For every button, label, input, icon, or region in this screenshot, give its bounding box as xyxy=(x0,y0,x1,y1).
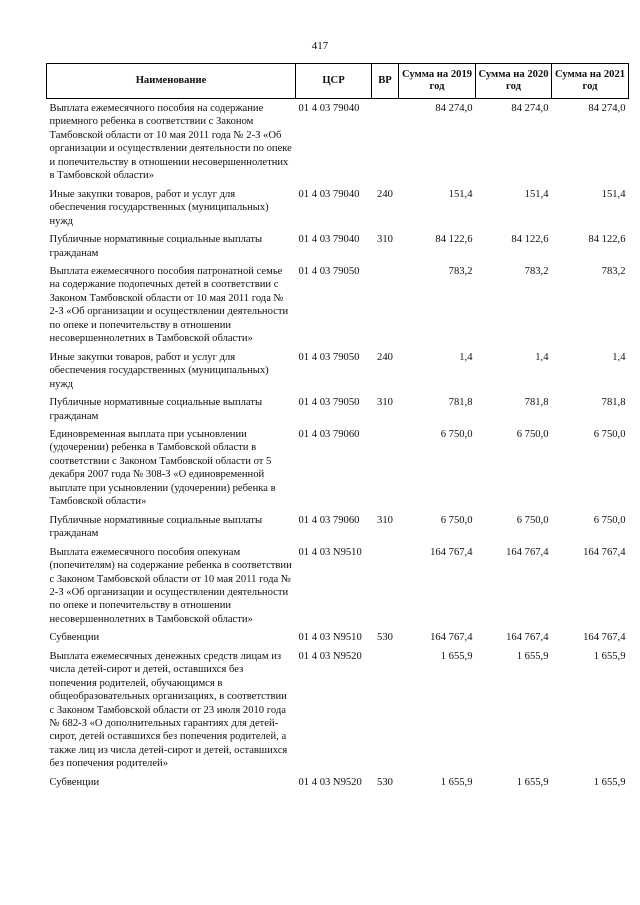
row-name: Иные закупки товаров, работ и услуг для обеспечения государственных (муниципальных) нужд xyxy=(49,188,269,227)
row-sum-2019: 6 750,0 xyxy=(440,428,473,440)
row-sum-2021: 84 274,0 xyxy=(588,103,626,114)
row-sum-2019: 1 655,9 xyxy=(440,776,473,788)
row-csr: 01 4 03 79040 xyxy=(298,188,360,200)
row-sum-2021: 164 767,4 xyxy=(583,546,626,558)
row-name: Публичные нормативные социальные выплаты гражданам xyxy=(49,234,263,259)
row-sum-2021: 164 767,4 xyxy=(583,632,626,644)
row-vr: 530 xyxy=(377,776,393,788)
row-sum-2021: 1 655,9 xyxy=(593,650,626,662)
header-sum-2020: Сумма на 2020 год xyxy=(476,64,552,99)
row-sum-2020: 84 274,0 xyxy=(511,103,549,114)
row-sum-2019: 783,2 xyxy=(448,265,473,277)
row-sum-2020: 781,8 xyxy=(524,397,549,409)
header-vr: ВР xyxy=(372,64,399,99)
row-sum-2019: 1 655,9 xyxy=(440,650,473,662)
row-name: Иные закупки товаров, работ и услуг для обеспечения государственных (муниципальных) нужд xyxy=(49,351,269,390)
row-csr: 01 4 03 N9520 xyxy=(298,650,362,662)
header-name: Наименование xyxy=(47,64,296,99)
row-sum-2019: 781,8 xyxy=(448,397,473,409)
row-vr: 240 xyxy=(377,351,393,363)
row-name: Единовременная выплата при усыновлении (удочерении) ребенка в Тамбовской области в соответствии с Законом Тамбовской области от 5 декабря 2007 года № 308-З «О единовременной выплате при усыновлении (удочерении) ребенка в Тамбовской области» xyxy=(49,428,276,508)
row-vr: 310 xyxy=(377,234,393,246)
header-sum-2021: Сумма на 2021 год xyxy=(552,64,629,99)
row-vr xyxy=(372,543,399,629)
row-name: Субвенции xyxy=(49,776,100,788)
row-sum-2019: 84 274,0 xyxy=(435,103,473,114)
row-sum-2019: 164 767,4 xyxy=(430,546,473,558)
table-row xyxy=(47,262,629,348)
row-name: Выплата ежемесячного пособия патронатной семье на содержание подопечных детей в соответствии с Законом Тамбовской области от 10 мая 2011 года № 2-З «Об организации и осуществлении деятельности по опеке и попечительству в отношении несовершеннолетних в Тамбовской области» xyxy=(49,265,289,345)
row-csr: 01 4 03 79040 xyxy=(298,103,360,114)
row-csr: 01 4 03 79050 xyxy=(298,351,360,363)
row-sum-2020: 1 655,9 xyxy=(516,650,549,662)
row-csr: 01 4 03 79040 xyxy=(298,234,360,246)
row-sum-2020: 1 655,9 xyxy=(516,776,549,788)
table-header xyxy=(47,64,629,99)
table-row xyxy=(47,628,629,646)
table-row xyxy=(47,99,629,185)
row-vr: 310 xyxy=(377,397,393,409)
table-row xyxy=(47,393,629,425)
row-sum-2021: 151,4 xyxy=(601,188,626,200)
row-sum-2020: 84 122,6 xyxy=(511,234,549,246)
row-sum-2021: 84 122,6 xyxy=(588,234,626,246)
row-sum-2020: 164 767,4 xyxy=(506,632,549,644)
row-csr: 01 4 03 N9520 xyxy=(298,776,362,788)
row-sum-2021: 1 655,9 xyxy=(593,776,626,788)
table-row xyxy=(47,511,629,543)
row-sum-2019: 6 750,0 xyxy=(440,514,473,526)
page-number: 417 xyxy=(311,40,329,52)
table-row xyxy=(47,647,629,773)
table-row xyxy=(47,425,629,511)
row-sum-2021: 781,8 xyxy=(601,397,626,409)
row-name: Выплата ежемесячных денежных средств лицам из числа детей-сирот и детей, оставшихся без попечения родителей, обучающимся в общеобразовательных организациях, в соответствии с Законом Тамбовской области от 23 июля 2010 года № 682-З «О дополнительных гарантиях для детей-сирот, детей оставшихся без попечения родителей, а также лиц из числа детей-сирот и детей, оставшихся без попечения родителей» xyxy=(49,650,288,770)
row-sum-2020: 6 750,0 xyxy=(516,514,549,526)
row-sum-2020: 1,4 xyxy=(535,351,549,363)
budget-table xyxy=(46,63,629,791)
row-csr: 01 4 03 79050 xyxy=(298,265,360,277)
row-sum-2019: 164 767,4 xyxy=(430,632,473,644)
table-row xyxy=(47,230,629,262)
row-vr xyxy=(372,647,399,773)
row-vr: 240 xyxy=(377,188,393,200)
row-sum-2021: 1,4 xyxy=(612,351,626,363)
row-name: Публичные нормативные социальные выплаты гражданам xyxy=(49,514,263,540)
row-vr: 310 xyxy=(377,514,393,526)
header-sum-2019: Сумма на 2019 год xyxy=(399,64,476,99)
row-sum-2021: 6 750,0 xyxy=(593,428,626,440)
row-sum-2020: 151,4 xyxy=(524,188,549,200)
table-row xyxy=(47,348,629,393)
table-row xyxy=(47,185,629,230)
row-name: Публичные нормативные социальные выплаты гражданам xyxy=(49,397,263,422)
row-csr: 01 4 03 N9510 xyxy=(298,546,362,558)
table-body xyxy=(47,99,629,792)
header-csr: ЦСР xyxy=(296,64,372,99)
row-csr: 01 4 03 79060 xyxy=(298,514,360,526)
row-name: Выплата ежемесячного пособия на содержание приемного ребенка в соответствии с Законом Тамбовской области от 10 мая 2011 года № 2-З «Об организации и осуществлении деятельности по опеке и попечительству в отношении несовершеннолетних в Тамбовской области» xyxy=(49,103,292,182)
row-csr: 01 4 03 N9510 xyxy=(298,632,362,644)
header-row xyxy=(47,64,629,99)
row-sum-2020: 164 767,4 xyxy=(506,546,549,558)
table-row xyxy=(47,773,629,791)
row-vr xyxy=(372,425,399,511)
row-vr xyxy=(372,262,399,348)
row-vr xyxy=(372,99,399,185)
row-sum-2020: 6 750,0 xyxy=(516,428,549,440)
row-csr: 01 4 03 79050 xyxy=(298,397,360,409)
row-sum-2021: 783,2 xyxy=(601,265,626,277)
row-sum-2019: 151,4 xyxy=(448,188,473,200)
row-sum-2019: 84 122,6 xyxy=(435,234,473,246)
row-sum-2020: 783,2 xyxy=(524,265,549,277)
row-name: Субвенции xyxy=(49,632,100,644)
row-name: Выплата ежемесячного пособия опекунам (попечителям) на содержание ребенка в соответствии с Законом Тамбовской области от 10 мая 2011 года № 2-З «Об организации и осуществлении деятельности по опеке и попечительству в отношении несовершеннолетних в Тамбовской области» xyxy=(49,546,292,625)
row-vr: 530 xyxy=(377,632,393,644)
table-row xyxy=(47,543,629,629)
row-sum-2019: 1,4 xyxy=(459,351,473,363)
row-sum-2021: 6 750,0 xyxy=(593,514,626,526)
row-csr: 01 4 03 79060 xyxy=(298,428,360,440)
